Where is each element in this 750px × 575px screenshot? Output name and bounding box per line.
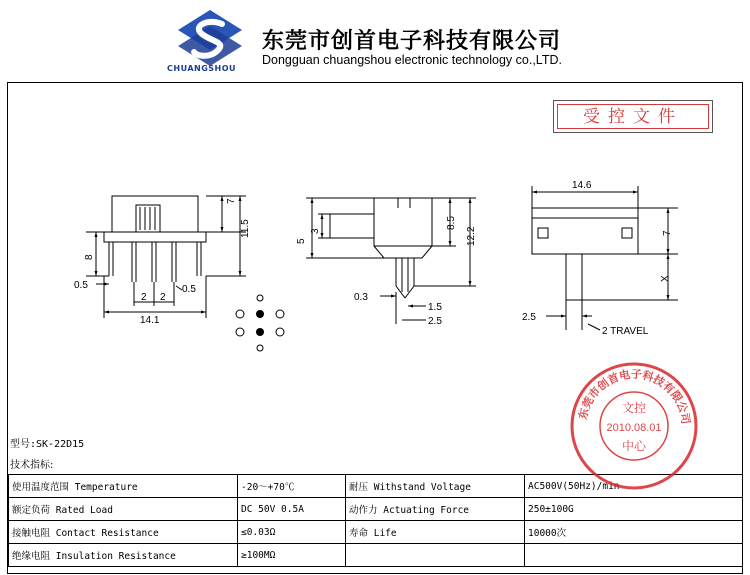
front-pin-pitch-left: 2 bbox=[141, 292, 147, 303]
front-view bbox=[86, 196, 246, 318]
company-name-cn: 东莞市创首电子科技有限公司 bbox=[262, 29, 562, 54]
spec-label: 接触电阻 Contact Resistance bbox=[9, 521, 238, 544]
side-actuator-height: 3 bbox=[310, 228, 321, 234]
right-view bbox=[532, 186, 678, 330]
front-height-total: 11.5 bbox=[240, 219, 251, 238]
svg-text:2010.08.01: 2010.08.01 bbox=[606, 422, 662, 434]
right-travel: 2 TRAVEL bbox=[602, 326, 649, 337]
front-pin-pitch-right: 2 bbox=[160, 292, 166, 303]
right-actuator-length: X bbox=[660, 275, 671, 282]
side-pin-spacing: 1.5 bbox=[428, 302, 442, 313]
spec-value: 250±100G bbox=[525, 498, 743, 521]
front-width-total: 14.1 bbox=[140, 315, 160, 326]
right-width: 14.6 bbox=[572, 180, 592, 191]
side-total-height: 12.2 bbox=[466, 226, 477, 246]
spec-label: 动作力 Actuating Force bbox=[346, 498, 525, 521]
side-actuator-offset: 5 bbox=[296, 238, 307, 244]
side-pin-thickness: 0.3 bbox=[354, 292, 368, 303]
svg-text:东莞市创首电子科技有限公司: 东莞市创首电子科技有限公司 bbox=[576, 367, 693, 425]
pcb-footprint bbox=[236, 295, 284, 351]
spec-value: ≤0.03Ω bbox=[238, 521, 346, 544]
spec-title: 技术指标: bbox=[10, 460, 54, 471]
table-row bbox=[9, 544, 743, 567]
front-pin-width-right: 0.5 bbox=[182, 284, 196, 295]
spec-label: 耐压 Withstand Voltage bbox=[346, 475, 525, 498]
side-pin-length: 2.5 bbox=[428, 316, 442, 327]
front-pin-width-left: 0.5 bbox=[74, 280, 88, 291]
svg-text:中心: 中心 bbox=[621, 439, 647, 453]
spec-value: DC 50V 0.5A bbox=[238, 498, 346, 521]
company-seal-stamp bbox=[568, 360, 700, 492]
front-height-pins: 8 bbox=[84, 254, 95, 260]
right-actuator-width: 2.5 bbox=[522, 312, 536, 323]
model-number: 型号:SK-22D15 bbox=[10, 439, 85, 450]
spec-label: 寿命 Life bbox=[346, 521, 525, 544]
spec-label: 使用温度范围 Temperature bbox=[9, 475, 238, 498]
company-name-en: Dongguan chuangshou electronic technology co.,LTD. bbox=[262, 53, 562, 67]
table-row bbox=[9, 498, 743, 521]
logo-text: CHUANGSHOU bbox=[167, 64, 237, 73]
spec-label bbox=[346, 544, 525, 567]
spec-label: 绝缘电阻 Insulation Resistance bbox=[9, 544, 238, 567]
table-row bbox=[9, 521, 743, 544]
spec-label: 额定负荷 Rated Load bbox=[9, 498, 238, 521]
spec-value: -20～+70℃ bbox=[238, 475, 346, 498]
side-body-height: 8.5 bbox=[446, 216, 457, 230]
spec-value: ≥100MΩ bbox=[238, 544, 346, 567]
controlled-document-text: 受控文件 bbox=[557, 104, 709, 129]
front-height-body: 7 bbox=[226, 198, 237, 204]
svg-text:文控: 文控 bbox=[621, 401, 647, 415]
right-body-height: 7 bbox=[662, 230, 673, 236]
spec-value: AC500V(50Hz)/min bbox=[525, 475, 743, 498]
spec-value: 10000次 bbox=[525, 521, 743, 544]
spec-value bbox=[525, 544, 743, 567]
